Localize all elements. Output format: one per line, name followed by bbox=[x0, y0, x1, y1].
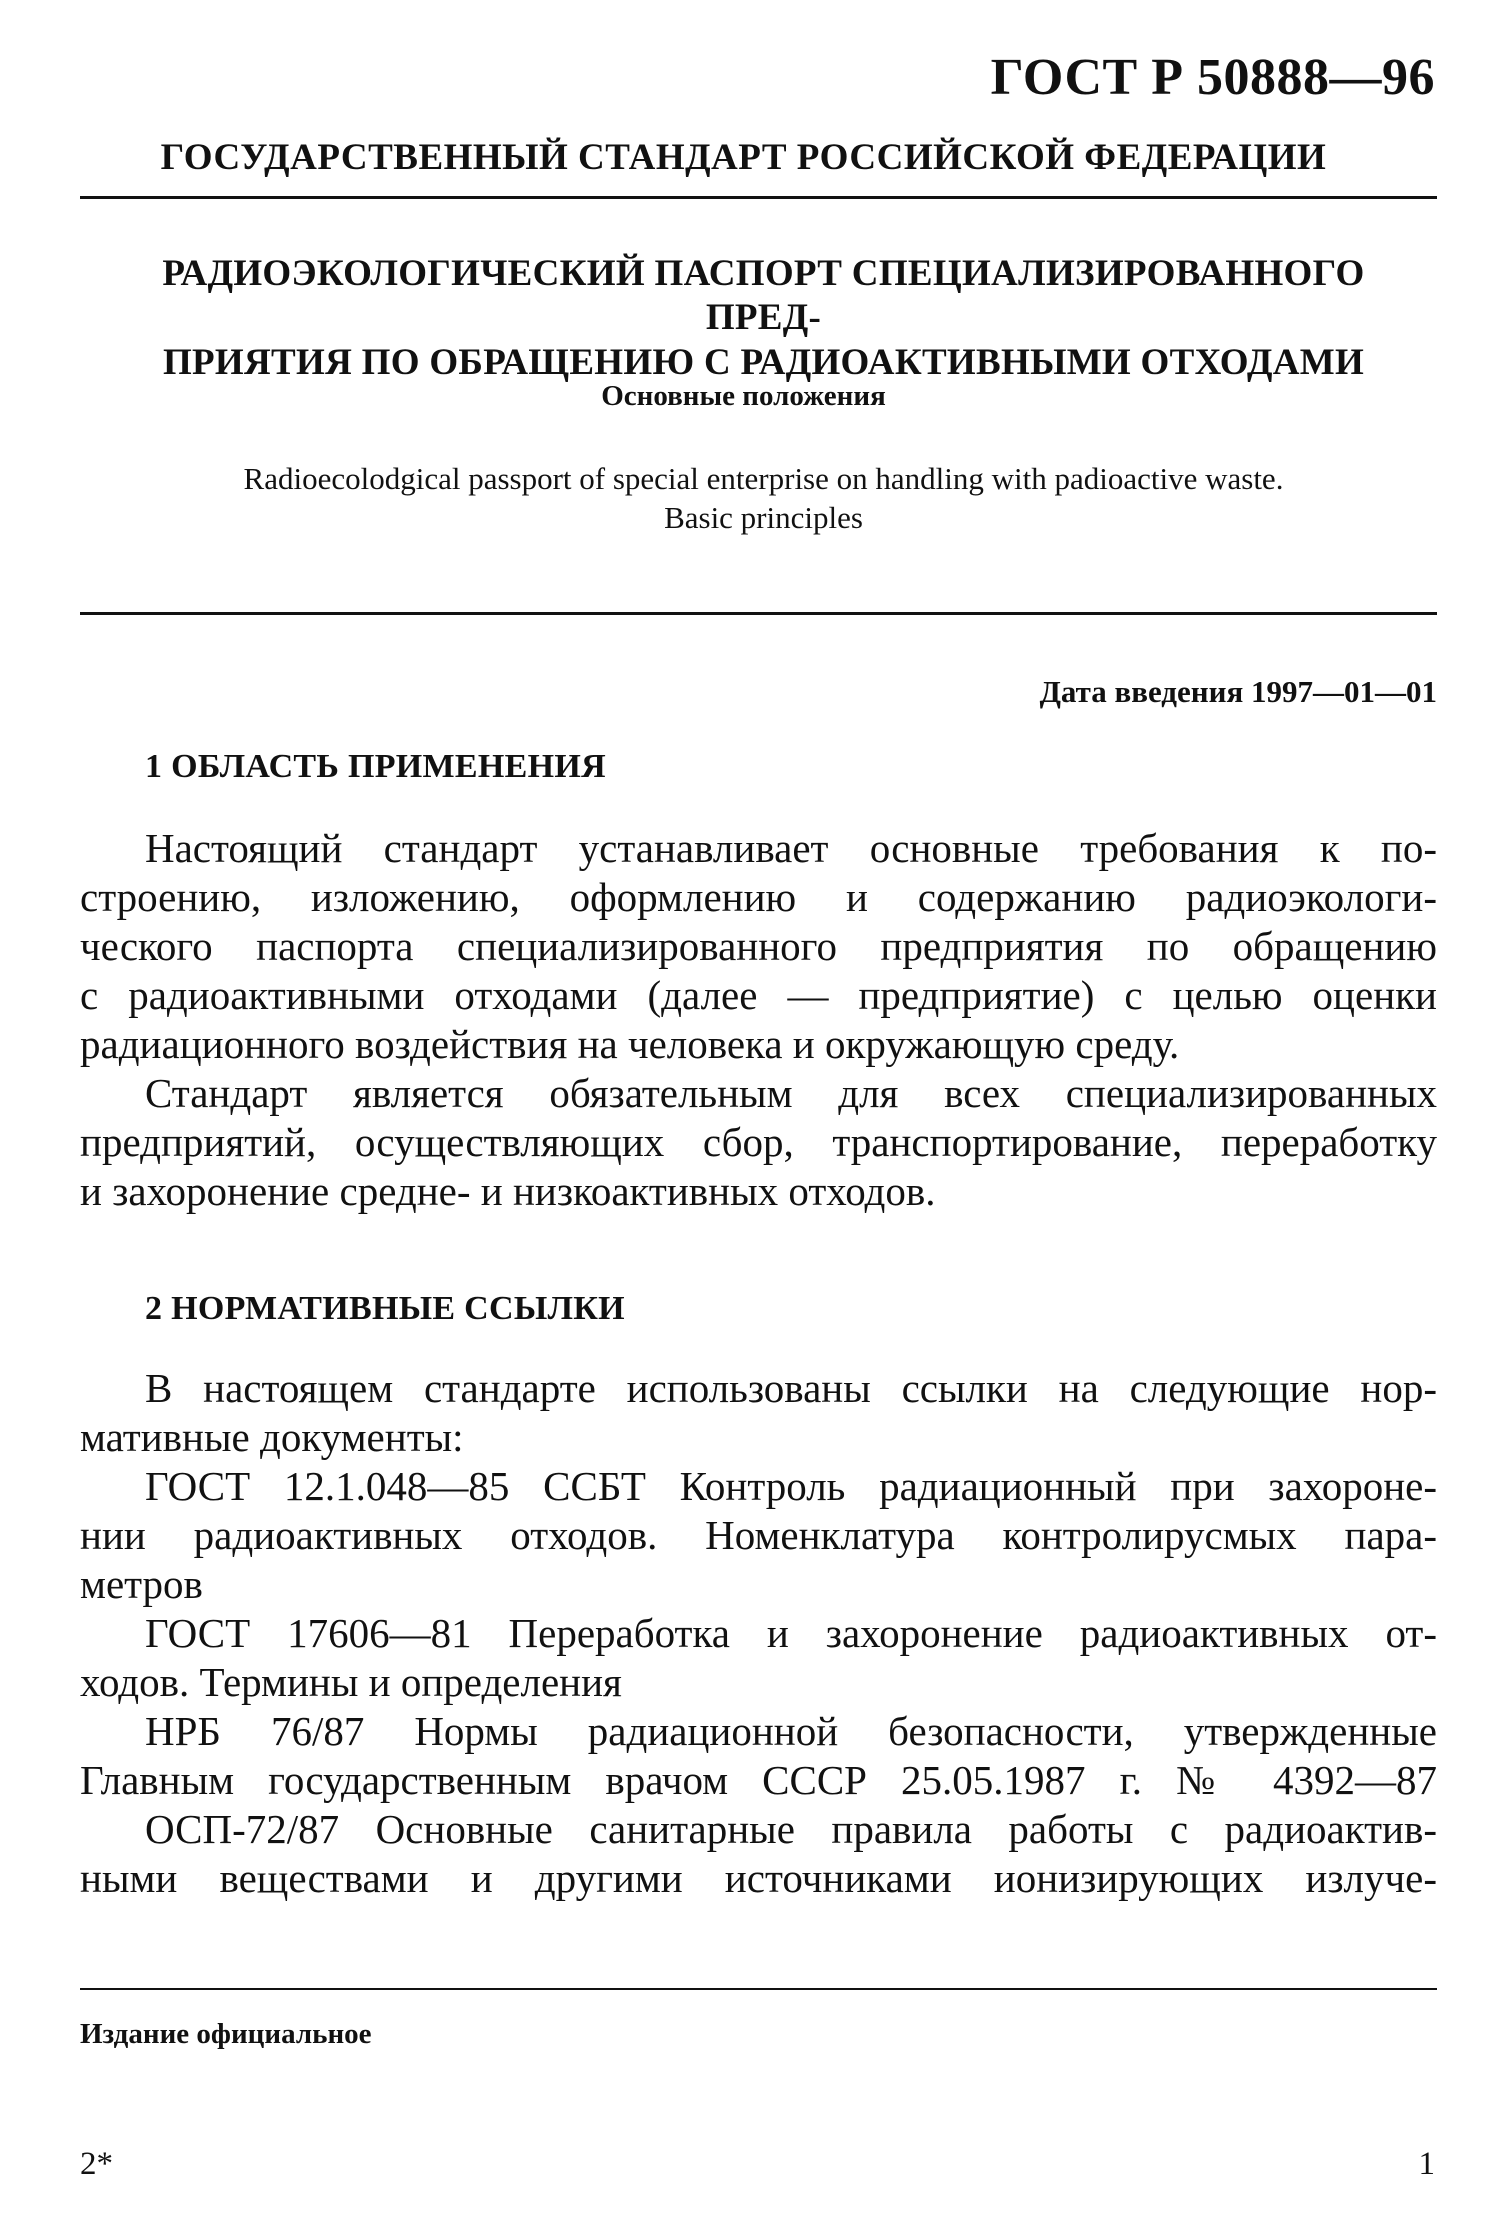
text-line: с радиоактивными отходами (далее — предприятие) с целью оценки bbox=[80, 972, 1437, 1018]
english-title bbox=[100, 460, 1427, 538]
section-2-heading: 2 НОРМАТИВНЫЕ ССЫЛКИ bbox=[145, 1290, 625, 1327]
section-1-heading: 1 ОБЛАСТЬ ПРИМЕНЕНИЯ bbox=[145, 748, 606, 785]
reference-line: метров bbox=[80, 1561, 203, 1607]
text-line: В настоящем стандарте использованы ссылки на следующие нор- bbox=[145, 1365, 1437, 1411]
introduction-date: Дата введения 1997—01—01 bbox=[1039, 674, 1437, 709]
text-line: Настоящий стандарт устанавливает основные требования к по- bbox=[145, 825, 1437, 871]
section-2-body bbox=[80, 1364, 1437, 1903]
text-line: ческого паспорта специализированного предприятия по обращению bbox=[80, 923, 1437, 969]
reference-line: ОСП-72/87 Основные санитарные правила работы с радиоактив- bbox=[145, 1806, 1437, 1852]
text-line: строению, изложению, оформлению и содержанию радиоэкологи- bbox=[80, 874, 1437, 920]
text-line: радиационного воздействия на человека и окружающую среду. bbox=[80, 1021, 1180, 1067]
reference-line: НРБ 76/87 Нормы радиационной безопасности, утвержденные bbox=[145, 1708, 1437, 1754]
state-standard-heading: ГОСУДАРСТВЕННЫЙ СТАНДАРТ РОССИЙСКОЙ ФЕДЕРАЦИИ bbox=[160, 137, 1327, 178]
text-line: предприятий, осуществляющих сбор, транспортирование, переработку bbox=[80, 1119, 1437, 1165]
document-title bbox=[100, 252, 1427, 385]
edition-label: Издание официальное bbox=[80, 2018, 372, 2050]
title-line: РАДИОЭКОЛОГИЧЕСКИЙ ПАСПОРТ СПЕЦИАЛИЗИРОВАННОГО ПРЕД- bbox=[162, 253, 1365, 339]
document-subtitle: Основные положения bbox=[601, 380, 886, 412]
page-marker: 2* bbox=[80, 2146, 113, 2182]
gost-number: ГОСТ Р 50888—96 bbox=[990, 49, 1435, 106]
english-title-line: Radioecolodgical passport of special enterprise on handling with padioactive waste. bbox=[243, 461, 1284, 496]
page-number: 1 bbox=[1418, 2146, 1435, 2182]
text-line: Стандарт является обязательным для всех специализированных bbox=[145, 1070, 1437, 1116]
reference-line: ходов. Термины и определения bbox=[80, 1659, 622, 1705]
section-1-body bbox=[80, 824, 1437, 1216]
text-line: мативные документы: bbox=[80, 1414, 464, 1460]
reference-line: ными веществами и другими источниками ионизирующих излуче- bbox=[80, 1855, 1437, 1901]
text-line: и захоронение средне- и низкоактивных отходов. bbox=[80, 1168, 936, 1214]
footer-divider bbox=[80, 1988, 1437, 1990]
title-line: ПРИЯТИЯ ПО ОБРАЩЕНИЮ С РАДИОАКТИВНЫМИ ОТХОДАМИ bbox=[162, 341, 1365, 383]
title-divider bbox=[80, 612, 1437, 615]
reference-line: Главным государственным врачом СССР 25.05.1987 г. № 4392—87 bbox=[80, 1757, 1437, 1803]
header-divider bbox=[80, 196, 1437, 199]
reference-line: ГОСТ 12.1.048—85 ССБТ Контроль радиационный при захороне- bbox=[145, 1463, 1437, 1509]
english-title-line: Basic principles bbox=[664, 499, 863, 535]
reference-line: ГОСТ 17606—81 Переработка и захоронение радиоактивных от- bbox=[145, 1610, 1437, 1656]
reference-line: нии радиоактивных отходов. Номенклатура контролирусмых пара- bbox=[80, 1512, 1437, 1558]
